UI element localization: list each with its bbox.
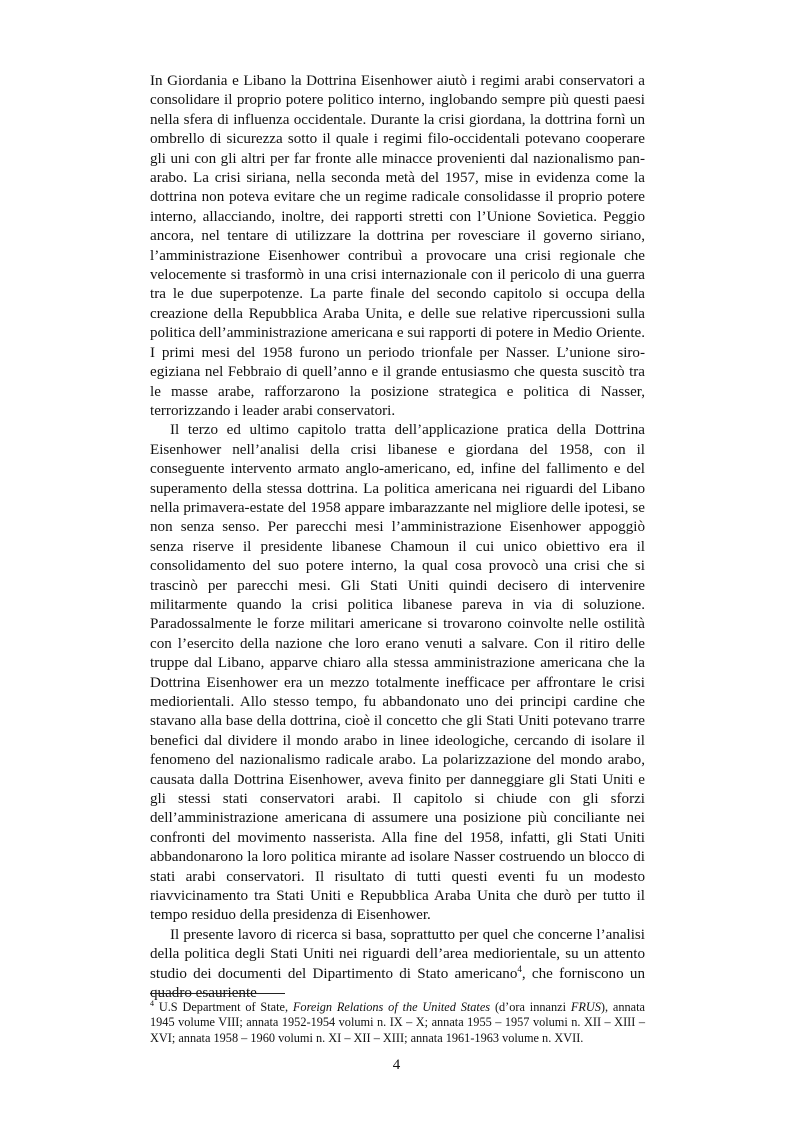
- footnote-number: 4: [150, 998, 154, 1008]
- paragraph-3: [150, 926, 645, 1004]
- paragraph-1: In Giordania e Libano la Dottrina Eisenhower aiutò i regimi arabi conservatori a consolidare il proprio potere politico interno, inglobando sempre più questi paesi nella sfera di influenza occidentale. Durante la crisi giordana, la dottrina fornì un ombrello di sicurezza sotto il quale i regimi filo-occidentali potevano cooperare gli uni con gli altri per far fronte alle minacce provenienti dal nazionalismo pan-arabo. La crisi siriana, nella seconda metà del 1957, mise in evidenza come la dottrina non poteva evitare che un regime radicale consolidasse il proprio potere interno, allacciando, inoltre, dei rapporti stretti con l’Unione Sovietica. Peggio ancora, nel tentare di utilizzare la dottrina per rovesciare il governo siriano, l’amministrazione Eisenhower contribuì a provocare una crisi regionale che velocemente si trasformò in una crisi internazionale con il pericolo di una guerra tra le due superpotenze. La parte finale del secondo capitolo si occupa della creazione della Repubblica Araba Unita, e delle sue relative ripercussioni sulla politica dell’amministrazione americana e sui rapporti di potere in Medio Oriente. I primi mesi del 1958 furono un periodo trionfale per Nasser. L’unione siro-egiziana nel Febbraio di quell’anno e il grande entusiasmo che questa suscitò tra le masse arabe, rafforzarono la posizione strategica e politica di Nasser, terrorizzando i leader arabi conservatori.: [150, 73, 645, 419]
- paragraph-3-text-before: Il presente lavoro di ricerca si basa, soprattutto per quel che concerne l’analisi della politica degli Stati Uniti nei riguardi dell’area mediorientale, su un attento studio dei documenti del Dipartimento di Stato americano: [150, 926, 645, 982]
- footnote-mid: (d’ora innanzi: [490, 1000, 571, 1014]
- body-text: [150, 72, 645, 1004]
- footnote-separator: [150, 993, 285, 994]
- paragraph-2: Il terzo ed ultimo capitolo tratta dell’applicazione pratica della Dottrina Eisenhower nell’analisi della crisi libanese e giordana del 1958, con il conseguente intervento armato anglo-americano, ed, infine del fallimento e del superamento della stessa dottrina. La politica americana nei riguardi del Libano nella primavera-estate del 1958 appare imbarazzante nel migliore delle ipotesi, se non senza senso. Per parecchi mesi l’amministrazione Eisenhower appoggiò senza riserve il presidente libanese Chamoun il cui unico obiettivo era il consolidamento del suo potere interno, la qual cosa provocò una crisi che si trascinò per parecchi mesi. Gli Stati Uniti quindi decisero di intervenire militarmente quando la crisi politica libanese pareva in via di soluzione. Paradossalmente le forze militari americane si trovarono coinvolte nelle ostilità con l’esercito della nazione che loro erano venuti a salvare. Con il ritiro delle truppe dal Libano, apparve chiaro alla stessa amministrazione americana che la Dottrina Eisenhower era un mezzo totalmente inefficace per affrontare le crisi mediorientali. Allo stesso tempo, fu abbandonato uno dei principi cardine che stavano alla base della dottrina, cioè il concetto che gli Stati Uniti potevano trarre benefici dal dividere il mondo arabo in linee ideologiche, cercando di isolare il fenomeno del nazionalismo radicale arabo. La polarizzazione del mondo arabo, causata dalla Dottrina Eisenhower, aveva finito per danneggiare gli Stati Uniti e gli stessi stati conservatori arabi. Il capitolo si chiude con gli sforzi dell’amministrazione americana di assumere una posizione più conciliante nei confronti del movimento nasserista. Alla fine del 1958, infatti, gli Stati Uniti abbandonarono la loro politica mirante ad isolare Nasser costruendo un blocco di stati arabi conservatori. Il risultato di tutti questi eventi fu un modesto riavvicinamento tra Stati Uniti e Repubblica Araba Unita che durò per tutto il tempo residuo della presidenza di Eisenhower.: [150, 422, 645, 924]
- footnote-prefix: U.S Department of State,: [154, 1000, 293, 1014]
- footnote-rest: ), annata 1945 volume VIII; annata 1952-1954 volumi n. IX – X; annata 1955 – 1957 volumi n. XII – XIII – XVI; annata 1958 – 1960 volumi n. XI – XII – XIII; annata 1961-1963 volume n. XVII.: [150, 1000, 645, 1045]
- footnote-source-title: Foreign Relations of the United States: [292, 1000, 491, 1014]
- footnote-reference[interactable]: 4: [517, 963, 522, 974]
- footnote: [150, 1000, 645, 1046]
- paragraph-3-text-after: , che forniscono un quadro esauriente: [150, 965, 646, 1002]
- page-number: 4: [392, 1057, 401, 1073]
- footnote-abbreviation: FRUS: [570, 1000, 601, 1014]
